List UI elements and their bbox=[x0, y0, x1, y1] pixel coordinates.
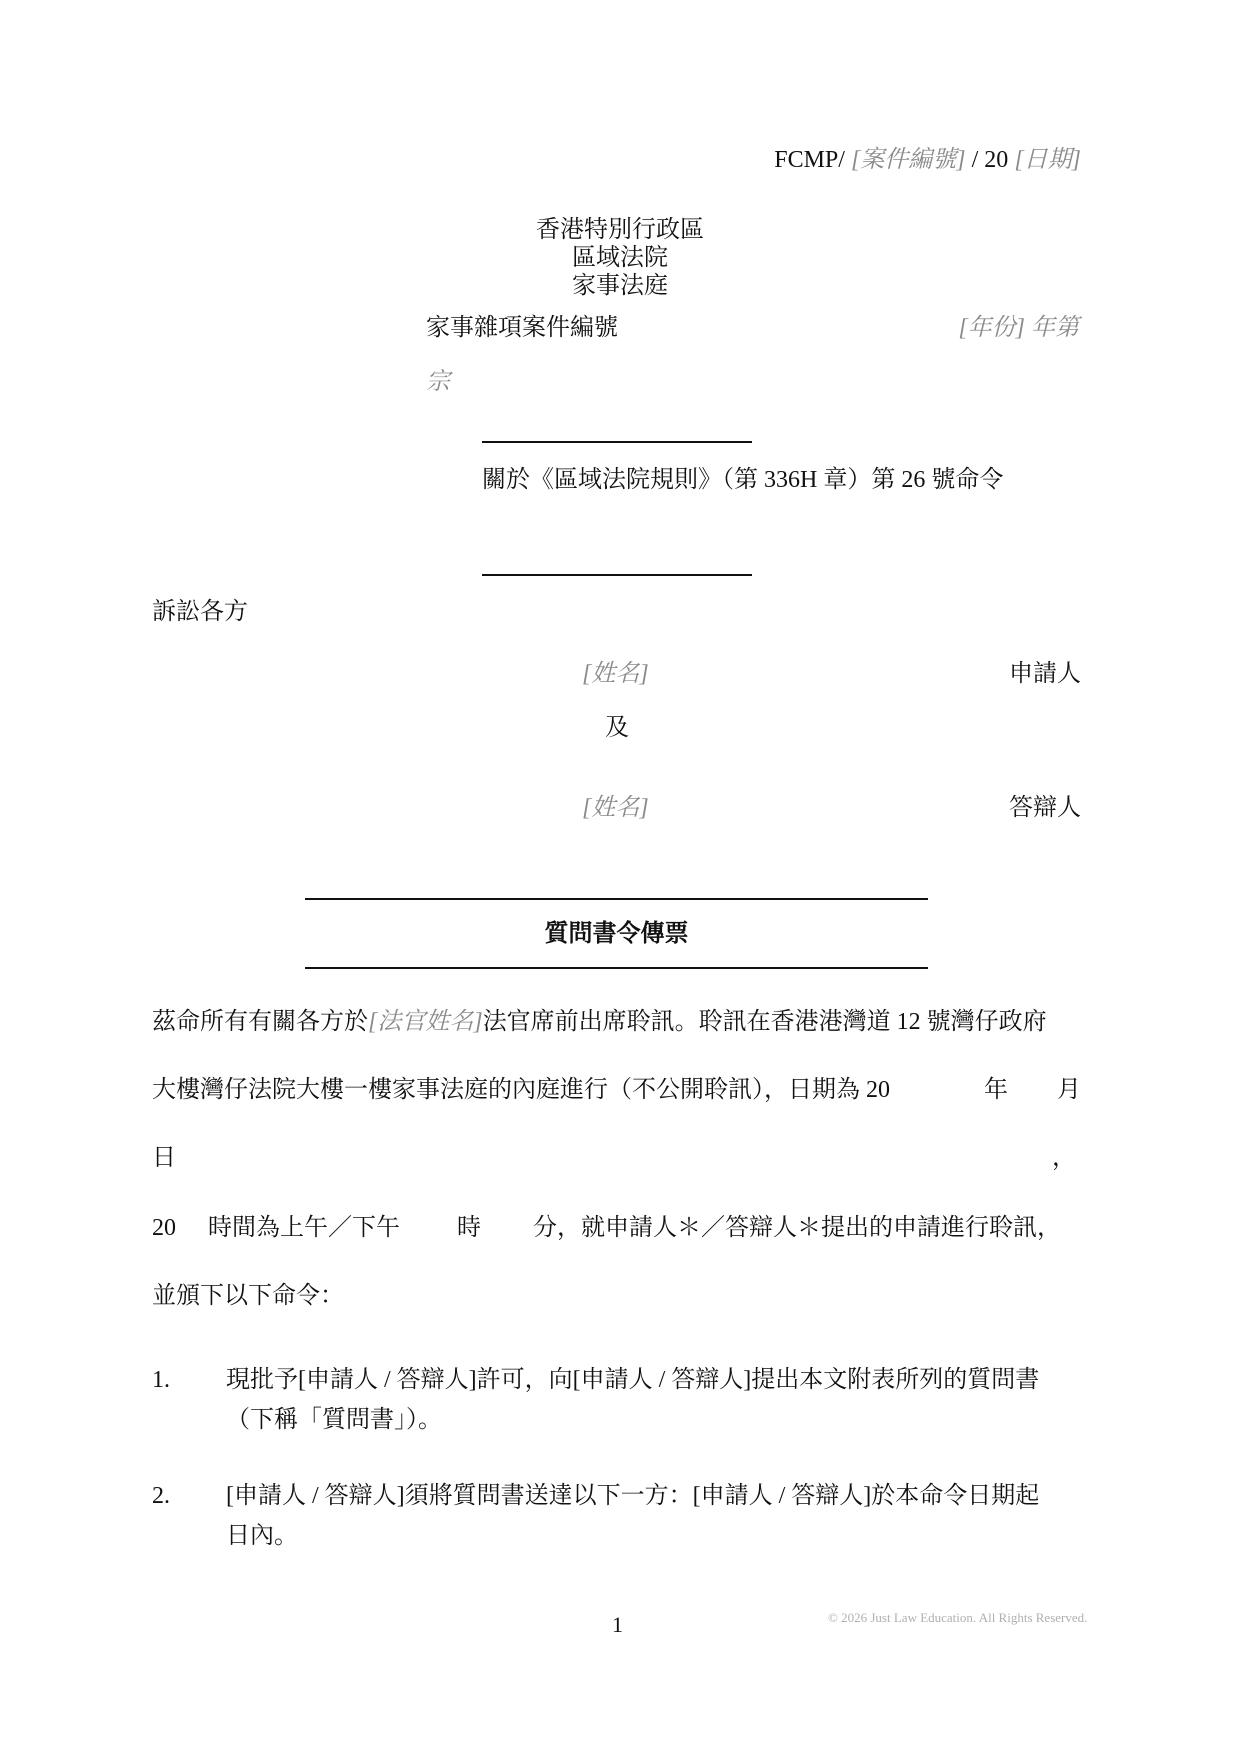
body-line-4-rest: 分，就申請人＊／答辯人＊提出的申請進行聆訊， bbox=[533, 1215, 1061, 1241]
case-year bbox=[958, 314, 1079, 342]
body-line-3-comma: ， bbox=[1052, 1145, 1076, 1171]
applicant-role: 申請人 bbox=[1009, 661, 1081, 687]
order-1-line-2: （下稱「質問書」）。 bbox=[226, 1407, 442, 1433]
court-line-3: 家事法庭 bbox=[572, 273, 668, 299]
body-line-3-day: 日 bbox=[152, 1145, 176, 1171]
respondent-role: 答辯人 bbox=[1009, 795, 1081, 821]
and-conjunction: 及 bbox=[605, 715, 629, 741]
page-number: 1 bbox=[612, 1612, 623, 1637]
case-number-label: 家事雜項案件編號 bbox=[426, 315, 618, 341]
case-ref-separator: / 20 bbox=[971, 147, 1009, 173]
body-line-4-year-prefix: 20 bbox=[152, 1215, 176, 1241]
body-line-4-time: 時間為上午／下午 bbox=[208, 1215, 400, 1241]
body-line-2-year: 年 bbox=[984, 1077, 1008, 1103]
order-2-line-2: 日內。 bbox=[226, 1523, 298, 1549]
judge-name-placeholder: [法官姓名] bbox=[368, 1009, 483, 1035]
court-name-block bbox=[455, 216, 785, 300]
applicant-name-placeholder: [姓名] bbox=[582, 661, 649, 687]
body-l1-a: 茲命所有有關各方於 bbox=[152, 1009, 368, 1035]
case-ref-prefix: FCMP/ bbox=[774, 147, 845, 173]
matter-top-rule bbox=[482, 441, 752, 443]
respondent-name-placeholder: [姓名] bbox=[582, 795, 649, 821]
order-1-number: 1. bbox=[152, 1367, 170, 1393]
year-suffix: 年第 bbox=[1031, 315, 1079, 341]
year-placeholder: [年份] bbox=[958, 315, 1025, 341]
order-2-line-1: [申請人 / 答辯人]須將質問書送達以下一方：[申請人 / 答辯人]於本命令日期起 bbox=[226, 1483, 1040, 1509]
copyright-notice: © 2026 Just Law Education. All Rights Reserved. bbox=[828, 1610, 1088, 1625]
case-number-zong: 宗 bbox=[426, 369, 450, 395]
document-title: 質問書令傳票 bbox=[544, 921, 689, 947]
matter-text: 關於《區域法院規則》（第 336H 章）第 26 號命令 bbox=[482, 467, 1004, 493]
body-line-5: 並頒下以下命令： bbox=[152, 1283, 344, 1309]
case-reference bbox=[774, 146, 1081, 174]
title-top-rule bbox=[305, 898, 928, 900]
matter-bottom-rule bbox=[482, 574, 752, 576]
body-line-4-hour: 時 bbox=[457, 1215, 481, 1241]
body-line-2-month: 月 bbox=[1057, 1077, 1081, 1103]
court-line-1: 香港特別行政區 bbox=[536, 217, 704, 243]
body-l1-b: 法官席前出席聆訊。聆訊在香港港灣道 12 號灣仔政府 bbox=[482, 1009, 1047, 1035]
title-bottom-rule bbox=[305, 967, 928, 969]
order-2-number: 2. bbox=[152, 1483, 170, 1509]
order-1-line-1: 現批予[申請人 / 答辯人]許可，向[申請人 / 答辯人]提出本文附表所列的質問書 bbox=[226, 1367, 1040, 1393]
parties-heading: 訴訟各方 bbox=[152, 599, 248, 625]
body-line-1 bbox=[152, 1008, 1047, 1036]
court-line-2: 區域法院 bbox=[572, 245, 668, 271]
body-line-2: 大樓灣仔法院大樓一樓家事法庭的內庭進行（不公開聆訊），日期為 20 bbox=[152, 1077, 890, 1103]
case-number-placeholder: [案件編號] bbox=[850, 147, 966, 173]
date-placeholder: [日期] bbox=[1014, 147, 1081, 173]
